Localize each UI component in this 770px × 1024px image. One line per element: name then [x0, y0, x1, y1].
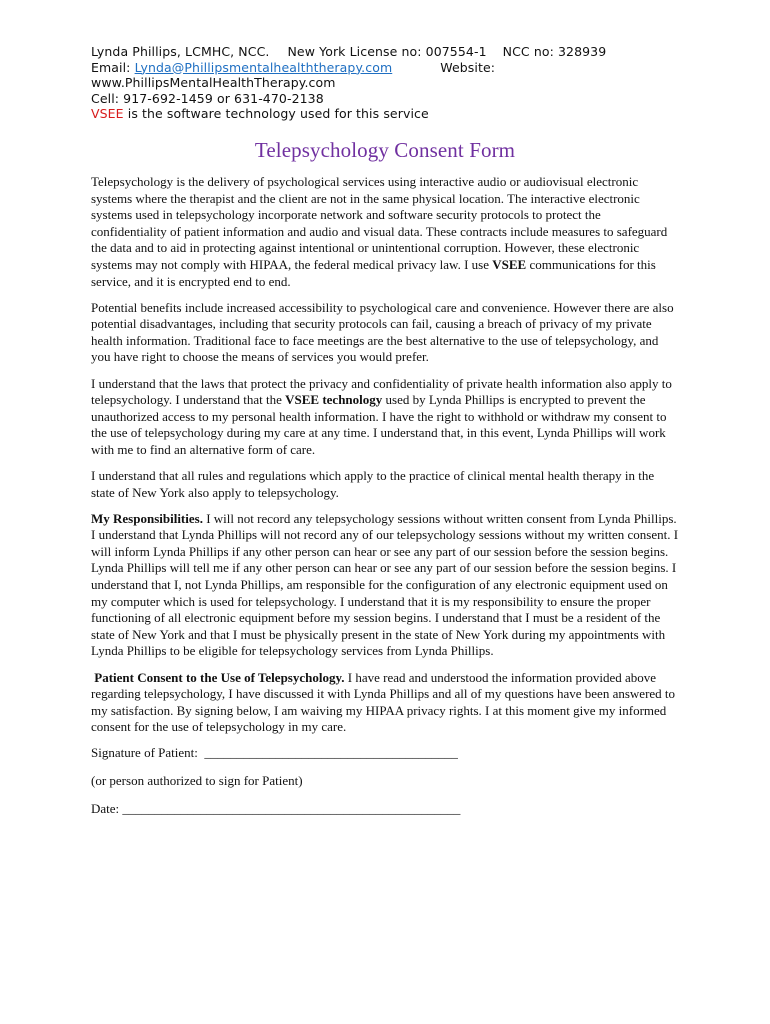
bold-vsee: VSEE: [492, 256, 527, 272]
header-line-credentials: [91, 44, 691, 60]
software-note: [91, 106, 691, 122]
paragraph-responsibilities: [91, 511, 679, 660]
phone-numbers: Cell: 917-692-1459 or 631-470-2138: [91, 90, 324, 106]
patient-signature-line: [91, 745, 679, 762]
paragraph-text: communications for this service, and it is encrypted end to end.: [91, 256, 656, 289]
ncc-number: NCC no: 328939: [502, 44, 607, 59]
paragraph-text: I will not record any telepsychology sessions without written consent from Lynda Phillips. I understand that Lynda Phillips will not record any of our telepsychology sessions without my written consent. I will inform Lynda Phillips if any other person can hear or see any part of our session before the session begins. Lynda Phillips will tell me if any other person can hear or see any part of our session before the session begins. I understand that I, not Lynda Phillips, am responsible for the configuration of any electronic equipment used on my computer which is used for telepsychology. I understand that it is my responsibility to ensure the proper functioning of all electronic equipment before my session begins. I understand that I must be a resident of the state of New York and that I must be physically present in the state of New York during my appointments with Lynda Phillips to be eligible for telepsychology services from Lynda Phillips.: [91, 510, 679, 659]
provider-header: [91, 44, 691, 122]
responsibilities-heading: My Responsibilities.: [91, 510, 203, 526]
authorized-signer-note: (or person authorized to sign for Patient): [91, 773, 303, 788]
paragraph-text: used by Lynda Phillips is encrypted to prevent the unauthorized access to my personal health information. I have the right to withhold or withdraw my consent to the use of telepsychology during my care at any time. I understand that, in this event, Lynda Phillips will work with me to find an alternative form of care.: [91, 392, 667, 457]
paragraph-text: I have read and understood the information provided above regarding telepsychology, I have discussed it with Lynda Phillips and all of my questions have been answered to my satisfaction. By signing below, I am waiving my HIPAA privacy rights. I at this moment give my informed consent for the use of telepsychology in my care.: [91, 669, 676, 735]
consent-heading: Patient Consent to the Use of Telepsychology.: [94, 669, 345, 685]
license-number: New York License no: 007554-1: [287, 44, 487, 59]
paragraph-consent: [91, 670, 679, 736]
patient-signature-label: Signature of Patient:: [91, 745, 198, 761]
paragraph-text: Telepsychology is the delivery of psychological services using interactive audio or audiovisual electronic systems where the therapist and the client are not in the same physical location. The interactive electronic systems used in telepsychology incorporate network and software security protocols to protect the confidentiality of patient information and audio and visual data. These contracts include measures to safeguard the data and to aid in protecting against intentional or unintentional corruption. However, these electronic systems may not comply with HIPAA, the federal medical privacy law. I use: [91, 174, 668, 272]
email-link[interactable]: Lynda@Phillipsmentalhealththerapy.com: [134, 59, 393, 75]
provider-name: Lynda Phillips, LCMHC, NCC.: [91, 44, 270, 59]
date-label: Date:: [91, 800, 120, 816]
form-title: Telepsychology Consent Form: [254, 138, 516, 162]
website-url: www.PhillipsMentalHealthTherapy.com: [91, 75, 336, 90]
vsee-name: VSEE: [91, 106, 124, 121]
header-line-contact: [91, 60, 691, 76]
website-label: Website:: [440, 59, 496, 75]
bold-vsee-technology: VSEE technology: [285, 392, 383, 408]
paragraph-text: I understand that the laws that protect the privacy and confidentiality of private health information also apply to telepsychology. I understand that the: [91, 375, 672, 408]
date-blank: ____________________________________________________: [122, 800, 461, 816]
paragraph-benefits: Potential benefits include increased accessibility to psychological care and convenience. However there are also potential disadvantages, including that security protocols can fail, causing a breach of privacy of my private health information. Traditional face to face meetings are the best alternative to the use of telepsychology, and you have right to choose the means of services you would prefer.: [91, 299, 674, 365]
paragraph-definition: [91, 174, 679, 290]
paragraph-regulations: I understand that all rules and regulations which apply to the practice of clinical mental health therapy in the state of New York also apply to telepsychology.: [91, 468, 655, 500]
paragraph-privacy: [91, 376, 679, 459]
form-body: [91, 174, 679, 828]
software-note-text: is the software technology used for this service: [123, 106, 429, 121]
date-line: [91, 801, 679, 818]
patient-signature-blank: _______________________________________: [197, 745, 458, 761]
email-label: Email:: [91, 59, 131, 75]
